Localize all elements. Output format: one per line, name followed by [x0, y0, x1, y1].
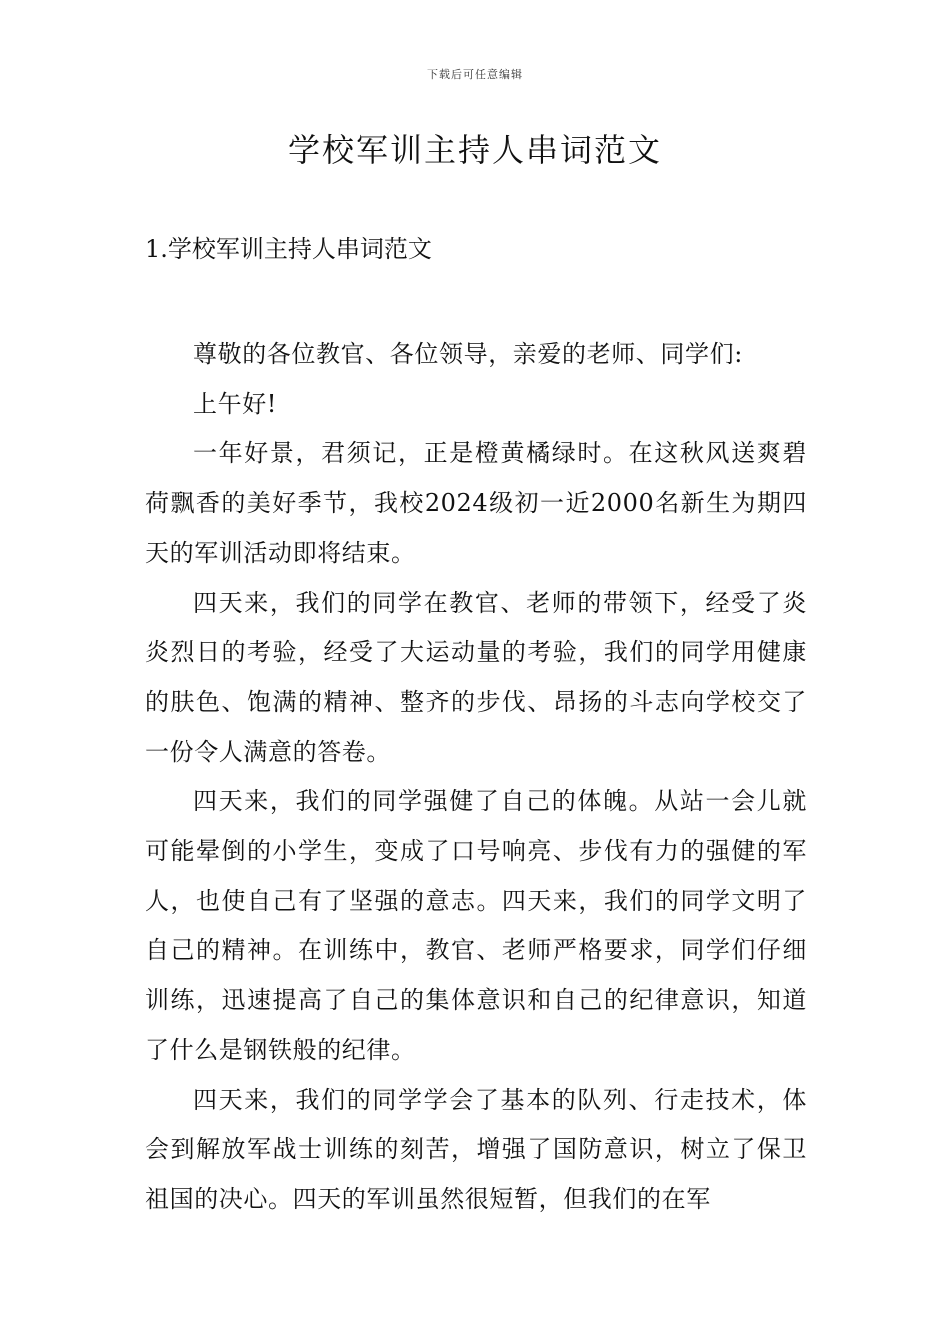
body-paragraph: 四天来，我们的同学在教官、老师的带领下，经受了炎炎烈日的考验，经受了大运动量的考验，我们的同学用健康的肤色、饱满的精神、整齐的步伐、昂扬的斗志向学校交了一份令人满意的答卷。	[145, 588, 807, 766]
body-text	[145, 330, 807, 1225]
salutation-paragraph: 尊敬的各位教官、各位领导，亲爱的老师、同学们:	[193, 340, 743, 368]
section-heading: 1.学校军训主持人串词范文	[145, 235, 432, 263]
body-paragraph: 四天来，我们的同学强健了自己的体魄。从站一会儿就可能晕倒的小学生，变成了口号响亮、步伐有力的强健的军人，也使自己有了坚强的意志。四天来，我们的同学文明了自己的精神。在训练中，教官、老师严格要求，同学们仔细训练，迅速提高了自己的集体意识和自己的纪律意识，知道了什么是钢铁般的纪律。	[145, 787, 807, 1064]
body-paragraph: 一年好景，君须记，正是橙黄橘绿时。在这秋风送爽碧荷飘香的美好季节，我校2024级初一近2000名新生为期四天的军训活动即将结束。	[145, 439, 807, 567]
page-title: 学校军训主持人串词范文	[287, 131, 662, 169]
greeting-paragraph: 上午好!	[193, 389, 278, 418]
body-paragraph: 四天来，我们的同学学会了基本的队列、行走技术，体会到解放军战士训练的刻苦，增强了国防意识，树立了保卫祖国的决心。四天的军训虽然很短暂，但我们的在军	[145, 1085, 807, 1213]
header-note: 下载后可任意编辑	[427, 68, 523, 81]
